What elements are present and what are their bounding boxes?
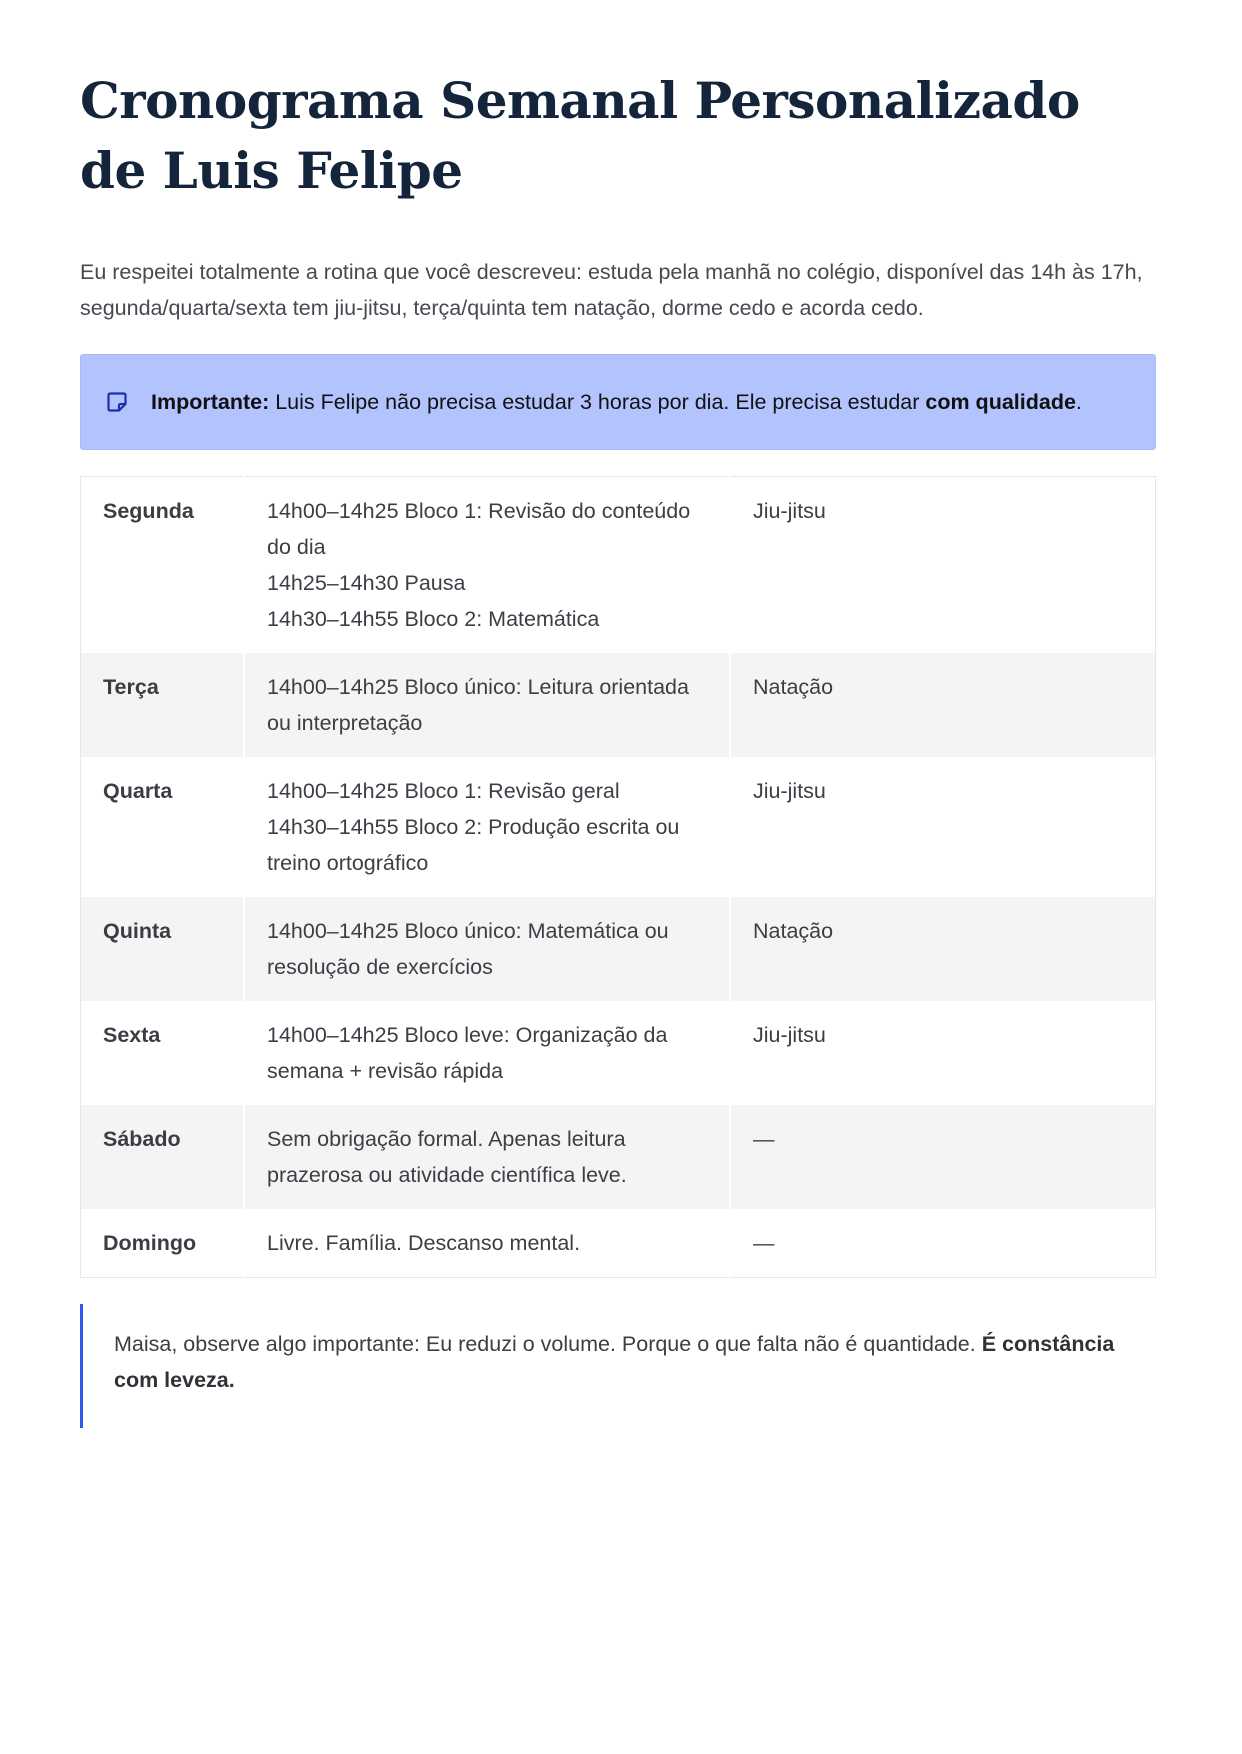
day-cell: Domingo <box>81 1209 245 1278</box>
study-blocks-cell <box>244 1105 730 1209</box>
study-blocks-cell <box>244 757 730 897</box>
closing-note <box>80 1304 1156 1428</box>
study-block: 14h00–14h25 Bloco 1: Revisão do conteúdo do dia <box>267 499 691 559</box>
study-blocks-cell <box>244 1209 730 1278</box>
page-title: Cronograma Semanal Personalizado de Luis Felipe <box>80 71 1080 200</box>
day-cell: Quinta <box>81 897 245 1001</box>
table-row <box>81 1105 1156 1209</box>
intro-paragraph: Eu respeitei totalmente a rotina que você descreveu: estuda pela manhã no colégio, disponível das 14h às 17h, segunda/quarta/sexta tem jiu-jitsu, terça/quinta tem natação, dorme cedo e acorda cedo. <box>80 260 1143 320</box>
activity-cell: — <box>753 1231 775 1255</box>
callout-emphasis: com qualidade <box>925 389 1076 414</box>
important-callout <box>80 354 1156 450</box>
study-block: 14h00–14h25 Bloco único: Matemática ou resolução de exercícios <box>267 919 669 979</box>
table-row <box>81 1001 1156 1105</box>
activity-cell: Natação <box>730 897 1156 1001</box>
study-blocks-cell <box>244 477 730 654</box>
callout-text <box>151 390 1082 415</box>
study-blocks-cell <box>244 897 730 1001</box>
table-row <box>81 653 1156 757</box>
study-blocks-cell <box>244 653 730 757</box>
table-row <box>81 1209 1156 1278</box>
callout-label: Importante: <box>151 389 270 414</box>
callout-end: . <box>1075 389 1082 414</box>
day-cell: Sábado <box>81 1105 245 1209</box>
study-block: 14h25–14h30 Pausa <box>267 571 466 595</box>
table-row <box>81 757 1156 897</box>
study-block: 14h30–14h55 Bloco 2: Produção escrita ou treino ortográfico <box>267 815 680 875</box>
document-page <box>80 0 1156 1428</box>
study-block: Livre. Família. Descanso mental. <box>267 1231 581 1255</box>
day-cell: Terça <box>81 653 245 757</box>
activity-cell: Jiu-jitsu <box>753 779 826 803</box>
day-cell: Sexta <box>81 1001 245 1105</box>
study-block: 14h30–14h55 Bloco 2: Matemática <box>267 607 600 631</box>
study-block: 14h00–14h25 Bloco único: Leitura orientada ou interpretação <box>267 675 689 735</box>
weekly-schedule-table <box>80 476 1156 1278</box>
study-blocks-cell <box>244 1001 730 1105</box>
activity-cell: — <box>730 1105 1156 1209</box>
day-cell: Quarta <box>81 757 245 897</box>
closing-note-emphasis: É constância com leveza. <box>114 1332 1115 1392</box>
study-block: Sem obrigação formal. Apenas leitura prazerosa ou atividade científica leve. <box>267 1127 627 1187</box>
table-row <box>81 897 1156 1001</box>
day-cell: Segunda <box>81 477 245 654</box>
activity-cell: Natação <box>730 653 1156 757</box>
activity-cell: Jiu-jitsu <box>753 1023 826 1047</box>
closing-note-text: Maisa, observe algo importante: Eu reduzi o volume. Porque o que falta não é quantidade. <box>114 1332 982 1356</box>
callout-body: Luis Felipe não precisa estudar 3 horas por dia. Ele precisa estudar <box>269 389 926 414</box>
table-row <box>81 477 1156 654</box>
note-icon <box>105 389 131 415</box>
study-block: 14h00–14h25 Bloco 1: Revisão geral <box>267 779 620 803</box>
study-block: 14h00–14h25 Bloco leve: Organização da semana + revisão rápida <box>267 1023 668 1083</box>
activity-cell: Jiu-jitsu <box>753 499 826 523</box>
